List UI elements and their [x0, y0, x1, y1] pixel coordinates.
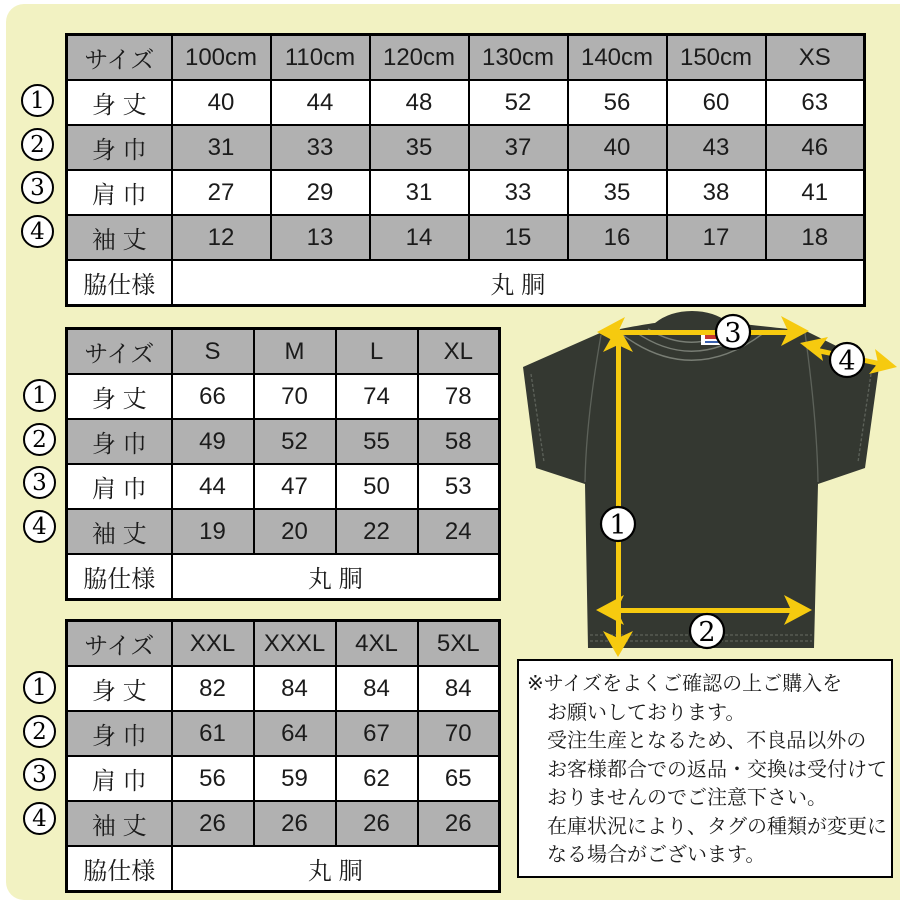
- cell: 35: [568, 170, 667, 215]
- cell: 60: [667, 80, 766, 125]
- cell: 150cm: [667, 35, 766, 81]
- cell: 15: [469, 215, 568, 260]
- cell: 31: [370, 170, 469, 215]
- cell: 5XL: [418, 621, 500, 667]
- row-marker: 1: [21, 84, 54, 117]
- cell: 110cm: [271, 35, 370, 81]
- cell: 44: [172, 464, 254, 509]
- cell: M: [254, 329, 336, 375]
- row-marker: 3: [21, 171, 54, 204]
- cell: 肩 巾: [67, 464, 172, 509]
- note-line: 受注生産となるため、不良品以外の: [547, 730, 867, 752]
- cell: 袖 丈: [67, 215, 172, 260]
- table-row: [67, 756, 500, 801]
- cell: 120cm: [370, 35, 469, 81]
- size-table-s-xl: [65, 327, 501, 601]
- diagram-marker-1: 1: [609, 510, 627, 541]
- cell: 脇仕様: [67, 846, 172, 892]
- cell: 55: [336, 419, 418, 464]
- cell: 26: [336, 801, 418, 846]
- row-marker: 1: [23, 379, 56, 412]
- cell: 38: [667, 170, 766, 215]
- cell: 59: [254, 756, 336, 801]
- table-row: [67, 554, 500, 600]
- cell: XS: [766, 35, 865, 81]
- row-marker: 4: [21, 215, 54, 248]
- table-row: [67, 846, 500, 892]
- cell: 35: [370, 125, 469, 170]
- cell: 14: [370, 215, 469, 260]
- table-row: [67, 170, 865, 215]
- cell: XXXL: [254, 621, 336, 667]
- cell: 56: [568, 80, 667, 125]
- cell: 74: [336, 374, 418, 419]
- diagram-marker-2: 2: [698, 617, 716, 648]
- table-row: [67, 711, 500, 756]
- cell: 22: [336, 509, 418, 554]
- row-marker: 2: [23, 715, 56, 748]
- cell: 身 丈: [67, 80, 172, 125]
- cell: 袖 丈: [67, 801, 172, 846]
- table-row: [67, 509, 500, 554]
- table-row: [67, 80, 865, 125]
- note-line: なる場合がございます。: [547, 844, 766, 866]
- cell: S: [172, 329, 254, 375]
- cell: 52: [469, 80, 568, 125]
- cell: 41: [766, 170, 865, 215]
- cell: 44: [271, 80, 370, 125]
- cell: 84: [418, 666, 500, 711]
- cell: 16: [568, 215, 667, 260]
- cell: 70: [418, 711, 500, 756]
- row-marker: 3: [23, 758, 56, 791]
- cell: 24: [418, 509, 500, 554]
- cell: 33: [271, 125, 370, 170]
- row-marker: 1: [23, 671, 56, 704]
- cell: 27: [172, 170, 271, 215]
- cell: 身 巾: [67, 125, 172, 170]
- cell: 100cm: [172, 35, 271, 81]
- cell: 31: [172, 125, 271, 170]
- note-line: お客様都合での返品・交換は受付けて: [547, 758, 887, 781]
- cell: 78: [418, 374, 500, 419]
- cell: 61: [172, 711, 254, 756]
- table-row: [67, 621, 500, 667]
- size-table-kids-xs: [65, 33, 866, 307]
- cell: 丸 胴: [172, 846, 500, 892]
- row-marker: 4: [23, 510, 56, 543]
- cell: 33: [469, 170, 568, 215]
- cell: 29: [271, 170, 370, 215]
- cell: 40: [568, 125, 667, 170]
- cell: 丸 胴: [172, 260, 865, 306]
- cell: 62: [336, 756, 418, 801]
- row-marker: 3: [23, 466, 56, 499]
- note-line: 在庫状況により、タグの種類が変更に: [547, 815, 887, 838]
- cell: XXL: [172, 621, 254, 667]
- table-row: [67, 125, 865, 170]
- cell: 袖 丈: [67, 509, 172, 554]
- row-marker: 2: [23, 423, 56, 456]
- cell: 84: [336, 666, 418, 711]
- cell: 37: [469, 125, 568, 170]
- diagram-marker-4: 4: [838, 346, 856, 377]
- cell: 48: [370, 80, 469, 125]
- cell: 19: [172, 509, 254, 554]
- row-marker: 2: [21, 128, 54, 161]
- cell: 肩 巾: [67, 170, 172, 215]
- cell: 26: [418, 801, 500, 846]
- cell: 18: [766, 215, 865, 260]
- cell: 130cm: [469, 35, 568, 81]
- cell: 82: [172, 666, 254, 711]
- note-line: ※サイズをよくご確認の上ご購入を: [527, 673, 843, 695]
- size-table-xxl-5xl: [65, 619, 501, 893]
- cell: 63: [766, 80, 865, 125]
- note-line: お願いしております。: [547, 701, 746, 724]
- cell: 肩 巾: [67, 756, 172, 801]
- row-marker: 4: [23, 802, 56, 835]
- cell: 52: [254, 419, 336, 464]
- cell: 140cm: [568, 35, 667, 81]
- cell: 身 丈: [67, 374, 172, 419]
- table-row: [67, 329, 500, 375]
- cell: 58: [418, 419, 500, 464]
- cell: 56: [172, 756, 254, 801]
- table-row: [67, 215, 865, 260]
- cell: L: [336, 329, 418, 375]
- cell: 70: [254, 374, 336, 419]
- cell: 17: [667, 215, 766, 260]
- table-row: [67, 419, 500, 464]
- cell: 53: [418, 464, 500, 509]
- cell: 50: [336, 464, 418, 509]
- cell: 66: [172, 374, 254, 419]
- cell: 40: [172, 80, 271, 125]
- cell: サイズ: [67, 35, 172, 81]
- cell: 64: [254, 711, 336, 756]
- cell: 身 丈: [67, 666, 172, 711]
- cell: 20: [254, 509, 336, 554]
- cell: 26: [254, 801, 336, 846]
- cell: 丸 胴: [172, 554, 500, 600]
- table-row: [67, 35, 865, 81]
- cell: 43: [667, 125, 766, 170]
- cell: 身 巾: [67, 711, 172, 756]
- cell: サイズ: [67, 329, 172, 375]
- cell: 13: [271, 215, 370, 260]
- cell: 脇仕様: [67, 260, 172, 306]
- cell: 12: [172, 215, 271, 260]
- tshirt-shape: [523, 311, 879, 648]
- diagram-marker-3: 3: [724, 318, 742, 349]
- cell: 47: [254, 464, 336, 509]
- cell: 67: [336, 711, 418, 756]
- table-row: [67, 801, 500, 846]
- cell: 46: [766, 125, 865, 170]
- cell: 84: [254, 666, 336, 711]
- cell: サイズ: [67, 621, 172, 667]
- cell: 脇仕様: [67, 554, 172, 600]
- cell: 49: [172, 419, 254, 464]
- purchase-note-box: [517, 659, 893, 878]
- table-row: [67, 464, 500, 509]
- cell: 65: [418, 756, 500, 801]
- cell: 26: [172, 801, 254, 846]
- table-row: [67, 374, 500, 419]
- cell: 4XL: [336, 621, 418, 667]
- cell: 身 巾: [67, 419, 172, 464]
- table-row: [67, 666, 500, 711]
- tshirt-measurement-diagram: [505, 298, 900, 670]
- cell: XL: [418, 329, 500, 375]
- note-line: おりませんのでご注意下さい。: [547, 787, 827, 809]
